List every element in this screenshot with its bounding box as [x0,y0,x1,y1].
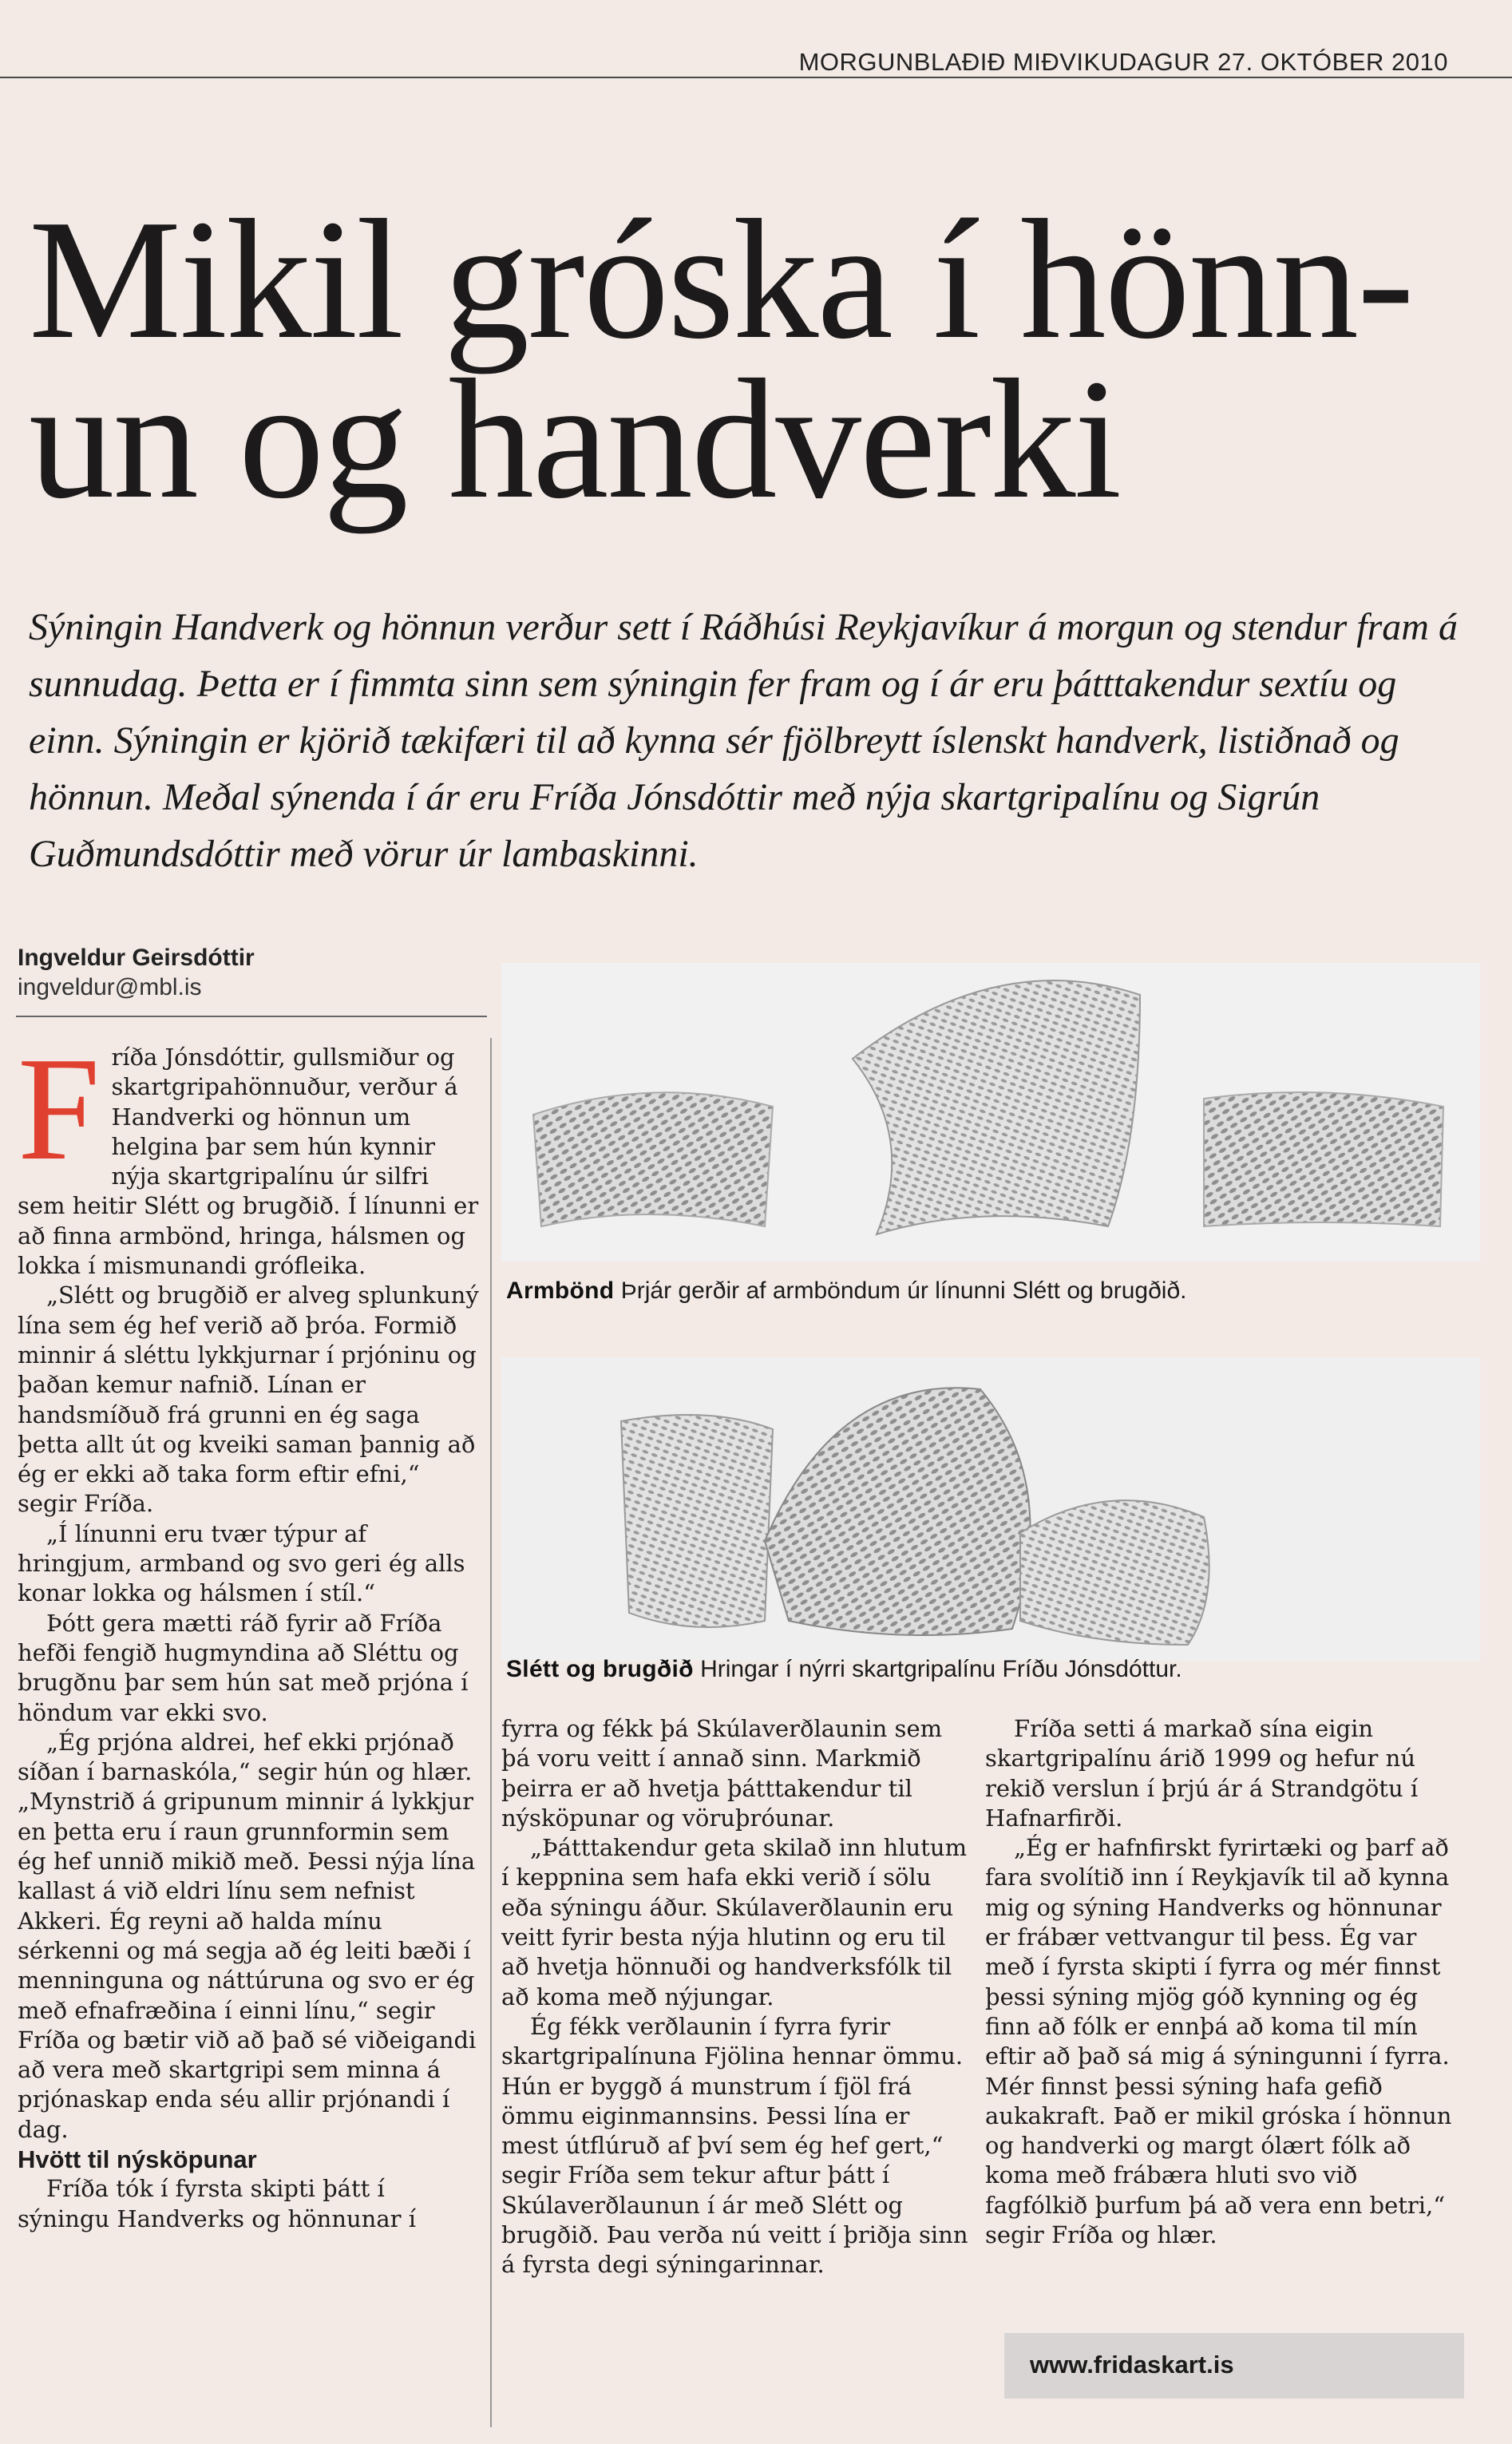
headline-line-1: Mikil gróska í hönn- [29,184,1413,374]
article-paragraph: „Slétt og brugðið er alveg splunkuný lína sem ég hef verið að þróa. Formið minnir á sléttu lykkjurnar í prjóninu og þaðan kemur nafnið. Línan er handsmíðuð frá grunni en ég saga þetta allt út og kveiki saman þannig að ég er ekki að taka form eftir efni,“ segir Fríða. [18,1281,479,1518]
rings-image [501,1357,1480,1661]
caption-label: Armbönd [506,1277,615,1304]
article-paragraph: fyrra og fékk þá Skúlaverðlaunin sem þá voru veitt í annað sinn. Markmið þeirra er að hvetja þátttakendur til nýsköpunar og vöruþróunar. [501,1715,943,1832]
article-column-3 [985,1714,1464,2250]
header-rule [0,77,1512,78]
article-column-1 [18,1027,479,2234]
article-paragraph: Fríða setti á markað sína eigin skartgripalínu árið 1999 og hefur nú rekið verslun í þrjú ár á Strandgötu í Hafnarfirði. [985,1715,1419,1832]
drop-cap: F [18,1027,101,1191]
caption-text: Þrjár gerðir af armböndum úr línunni Slétt og brugðið. [614,1277,1187,1304]
paragraph-text: ríða Jónsdóttir, gullsmiður og skartgripahönnuður, verður á Handverki og hönnun um helgina þar sem hún kynnir nýja skartgripalínu úr silfri sem heitir Slétt og brugðið. Í línunni er að finna armbönd, hringa, hálsmen og lokka í mismunandi grófleika. [18,1044,479,1280]
bracelets-image [501,963,1480,1262]
section-subhead: Hvött til nýsköpunar [18,2145,257,2173]
article-paragraph: „Ég er hafnfirskt fyrirtæki og þarf að fara svolítið inn í Reykjavík til að kynna mig og sýning Handverks og hönnunar er frábær vettvangur til þess. Ég var með í fyrsta skipti í fyrra og mér finnst þessi sýning mjög góð kynning og ég finn að fólk er ennþá að koma til mín eftir að það sá mig á sýningunni í fyrra. Mér finnst þessi sýning hafa gefið aukakraft. Það er mikil gróska í hönnun og handverki og margt ólært fólk að koma með frábæra hluti svo við fagfólkið þurfum þá að vera enn betri,“ segir Fríða og hlær. [985,1834,1452,2249]
article-paragraph: Fríða tók í fyrsta skipti þátt í sýningu Handverks og hönnunar í [18,2175,416,2232]
website-link[interactable]: www.fridaskart.is [1030,2351,1234,2379]
caption-label: Slétt og brugðið [506,1656,694,1682]
lead-paragraph: Sýningin Handverk og hönnun verður sett í Ráðhúsi Reykjavíkur á morgun og stendur fram á sunnudag. Þetta er í fimmta sinn sem sýningin fer fram og í ár eru þátttakendur sextíu og einn. Sýningin er kjörið tækifæri til að kynna sér fjölbreytt íslenskt handverk, listiðnað og hönnun. Meðal sýnenda í ár eru Fríða Jónsdóttir með nýja skartgripalínu og Sigrún Guðmundsdóttir með vörur úr lambaskinni. [29,606,1458,875]
article-column-2 [501,1714,969,2280]
caption-bracelets [506,1277,1186,1305]
column-divider [490,1038,492,2427]
byline-rule [16,1016,487,1017]
article-paragraph [18,1027,479,1281]
publication-header: MORGUNBLAÐIÐ MIÐVIKUDAGUR 27. OKTÓBER 2010 [798,48,1448,76]
article-paragraph: „Ég prjóna aldrei, hef ekki prjónað síðan í barnaskóla,“ segir hún og hlær. „Mynstrið á gripunum minnir á lykkjur en þetta eru í raun grunnformin sem ég hef unnið mikið með. Þessi nýja lína kallast á við eldri línu sem nefnist Akkeri. Ég reyni að halda mínu sérkenni og má segja að ég leiti bæði í menninguna og náttúruna og svo er ég með efnafræðina í einni línu,“ segir Fríða og bætir við að það sé viðeigandi að vera með skartgripi sem minna á prjónaskap enda séu allir prjónandi í dag. [18,1728,477,2143]
article-paragraph: „Í línunni eru tvær týpur af hringjum, armband og svo geri ég alls konar lokka og hálsmen í stíl.“ [18,1519,465,1607]
caption-text: Hringar í nýrri skartgripalínu Fríðu Jónsdóttur. [693,1656,1182,1682]
byline-email: ingveldur@mbl.is [18,974,202,1000]
photo-bracelets [501,963,1480,1262]
caption-rings [506,1656,1182,1683]
article-paragraph: Þótt gera mætti ráð fyrir að Fríða hefði fengið hugmyndina að Sléttu og brugðnu þar sem hún sat með prjóna í höndum var ekki svo. [18,1609,469,1726]
byline-author: Ingveldur Geirsdóttir [18,945,255,971]
headline [29,184,1490,534]
photo-rings [501,1357,1480,1661]
article-paragraph: „Þátttakendur geta skilað inn hlutum í keppnina sem hafa ekki verið í sölu eða sýningu áður. Skúlaverðlaunin eru veitt fyrir besta nýja hlutinn og eru til að hvetja hönnuði og handverksfólk til að koma með nýjungar. [501,1834,968,2010]
article-paragraph: Ég fékk verðlaunin í fyrra fyrir skartgripalínuna Fjölina hennar ömmu. Hún er byggð á munstrum í fjöl frá ömmu eiginmannsins. Þessi lína er mest útflúruð af því sem ég hef gert,“ segir Fríða sem tekur aftur þátt í Skúlaverðlaunun í ár með Slétt og brugðið. Þau verða nú veitt í þriðja sinn á fyrsta degi sýningarinnar. [501,2012,968,2279]
headline-line-2: un og handverki [29,343,1121,534]
